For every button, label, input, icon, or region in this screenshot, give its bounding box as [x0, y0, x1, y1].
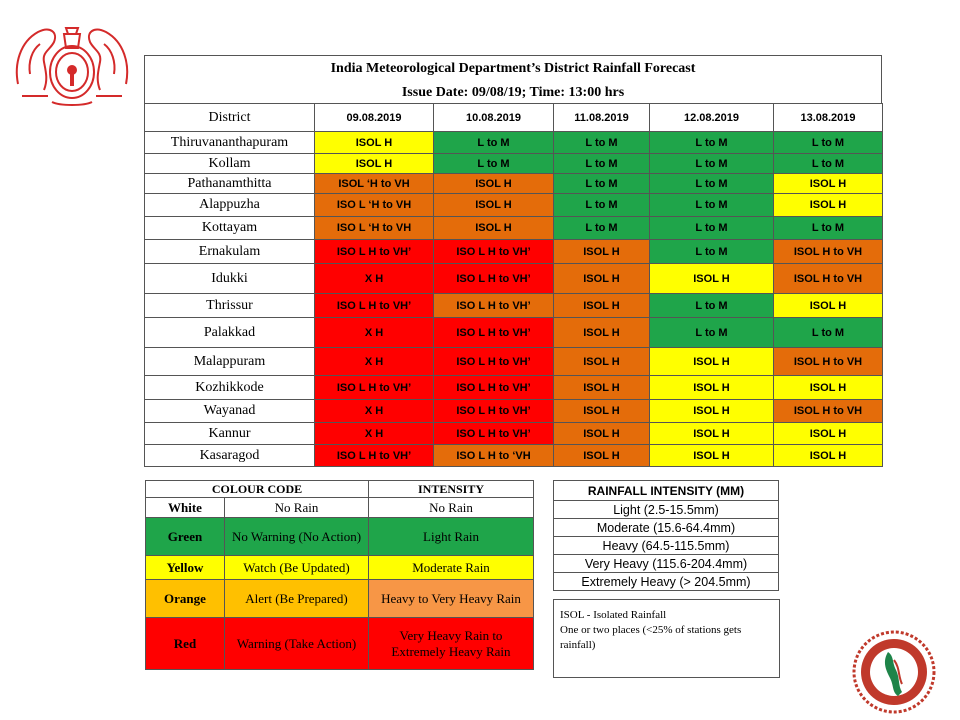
forecast-cell: ISOL H to VH — [774, 400, 883, 423]
forecast-cell: X H — [315, 264, 434, 294]
district-row — [145, 194, 883, 217]
district-row — [145, 376, 883, 400]
intensity-header: INTENSITY — [369, 481, 534, 498]
legend-row-red — [146, 618, 534, 670]
forecast-cell: ISO L H to VH’ — [434, 264, 554, 294]
colour-intensity: Moderate Rain — [369, 556, 534, 580]
district-row — [145, 318, 883, 348]
intensity-table-header: RAINFALL INTENSITY (MM) — [554, 481, 779, 501]
forecast-cell: ISOL H — [774, 174, 883, 194]
forecast-cell: X H — [315, 348, 434, 376]
legend-row-green — [146, 518, 534, 556]
forecast-cell: L to M — [650, 217, 774, 240]
district-row — [145, 264, 883, 294]
forecast-cell: ISOL H to VH — [774, 240, 883, 264]
colour-intensity: No Rain — [369, 498, 534, 518]
isol-note — [553, 599, 780, 678]
district-row — [145, 240, 883, 264]
date-column-header: 11.08.2019 — [554, 104, 650, 132]
forecast-cell: ISOL H — [554, 445, 650, 467]
forecast-cell: ISOL H — [650, 400, 774, 423]
forecast-cell: L to M — [554, 194, 650, 217]
date-column-header: 13.08.2019 — [774, 104, 883, 132]
forecast-cell: ISOL H — [434, 194, 554, 217]
forecast-cell: ISOL H — [554, 348, 650, 376]
colour-name: Orange — [146, 580, 225, 618]
forecast-cell: L to M — [650, 294, 774, 318]
date-column-header: 12.08.2019 — [650, 104, 774, 132]
disaster-management-logo — [852, 630, 936, 714]
district-forecast-table — [144, 103, 883, 467]
forecast-cell: ISOL H — [315, 132, 434, 154]
forecast-cell: ISOL H — [554, 240, 650, 264]
colour-name: Green — [146, 518, 225, 556]
district-row — [145, 132, 883, 154]
colour-meaning: No Warning (No Action) — [225, 518, 369, 556]
district-name: Wayanad — [145, 400, 315, 423]
legend-row-yellow — [146, 556, 534, 580]
forecast-cell: ISOL H — [774, 445, 883, 467]
forecast-cell: ISO L H to VH’ — [434, 348, 554, 376]
intensity-row: Light (2.5-15.5mm) — [554, 501, 779, 519]
district-name: Alappuzha — [145, 194, 315, 217]
forecast-cell: ISO L H to VH’ — [315, 445, 434, 467]
forecast-cell: ISO L H to VH’ — [434, 376, 554, 400]
colour-meaning: No Rain — [225, 498, 369, 518]
forecast-cell: ISOL H — [554, 400, 650, 423]
forecast-cell: ISO L H to VH’ — [434, 294, 554, 318]
forecast-cell: L to M — [650, 132, 774, 154]
district-row — [145, 217, 883, 240]
colour-intensity: Very Heavy Rain to Extremely Heavy Rain — [369, 618, 534, 670]
district-name: Thiruvananthapuram — [145, 132, 315, 154]
forecast-header — [144, 55, 882, 103]
colour-intensity: Light Rain — [369, 518, 534, 556]
colour-name: White — [146, 498, 225, 518]
forecast-cell: ISOL H — [315, 154, 434, 174]
forecast-cell: X H — [315, 423, 434, 445]
forecast-cell: L to M — [554, 132, 650, 154]
forecast-cell: L to M — [554, 217, 650, 240]
district-column-header: District — [145, 104, 315, 132]
forecast-cell: ISOL H — [554, 318, 650, 348]
issue-date: Issue Date: 09/08/19; Time: 13:00 hrs — [401, 85, 625, 100]
forecast-cell: ISO L H to VH’ — [434, 240, 554, 264]
district-name: Palakkad — [145, 318, 315, 348]
colour-name: Red — [146, 618, 225, 670]
forecast-cell: ISOL H — [774, 376, 883, 400]
forecast-cell: L to M — [434, 154, 554, 174]
forecast-cell: ISO L ‘H to VH — [315, 194, 434, 217]
forecast-cell: X H — [315, 400, 434, 423]
district-row — [145, 400, 883, 423]
forecast-cell: ISOL ‘H to VH — [315, 174, 434, 194]
forecast-cell: ISOL H — [650, 264, 774, 294]
district-name: Ernakulam — [145, 240, 315, 264]
forecast-cell: ISO L H to VH’ — [434, 318, 554, 348]
isol-note-line: ISOL - Isolated Rainfall — [560, 609, 667, 621]
forecast-title: India Meteorological Department’s District Rainfall Forecast — [330, 61, 696, 76]
forecast-cell: L to M — [650, 194, 774, 217]
intensity-row: Extremely Heavy (> 204.5mm) — [554, 573, 779, 591]
district-name: Kollam — [145, 154, 315, 174]
forecast-cell: ISOL H — [650, 445, 774, 467]
district-row — [145, 174, 883, 194]
forecast-cell: L to M — [650, 174, 774, 194]
forecast-cell: ISOL H — [650, 348, 774, 376]
forecast-cell: ISO L H to VH’ — [315, 376, 434, 400]
colour-code-legend — [145, 480, 534, 670]
colour-intensity: Heavy to Very Heavy Rain — [369, 580, 534, 618]
date-column-header: 10.08.2019 — [434, 104, 554, 132]
district-name: Kasaragod — [145, 445, 315, 467]
forecast-cell: ISO L H to VH’ — [434, 423, 554, 445]
district-name: Thrissur — [145, 294, 315, 318]
forecast-header-row — [145, 104, 883, 132]
forecast-cell: ISOL H — [434, 217, 554, 240]
forecast-cell: ISOL H — [554, 423, 650, 445]
forecast-cell: ISOL H — [554, 294, 650, 318]
district-name: Kozhikkode — [145, 376, 315, 400]
district-name: Malappuram — [145, 348, 315, 376]
isol-note-line: One or two places (<25% of stations gets — [560, 624, 742, 636]
forecast-cell: ISO L H to VH’ — [315, 240, 434, 264]
forecast-cell: L to M — [554, 154, 650, 174]
forecast-cell: L to M — [650, 318, 774, 348]
forecast-cell: ISOL H — [774, 194, 883, 217]
forecast-cell: L to M — [650, 154, 774, 174]
forecast-cell: ISOL H to VH — [774, 348, 883, 376]
intensity-row: Very Heavy (115.6-204.4mm) — [554, 555, 779, 573]
district-name: Kannur — [145, 423, 315, 445]
forecast-cell: ISOL H — [554, 376, 650, 400]
forecast-cell: ISO L H to ‘VH — [434, 445, 554, 467]
forecast-cell: ISOL H — [774, 294, 883, 318]
forecast-cell: ISOL H — [434, 174, 554, 194]
forecast-cell: ISO L H to VH’ — [434, 400, 554, 423]
forecast-cell: L to M — [650, 240, 774, 264]
forecast-cell: L to M — [434, 132, 554, 154]
kerala-emblem-logo — [8, 14, 136, 110]
colour-meaning: Warning (Take Action) — [225, 618, 369, 670]
forecast-cell: L to M — [774, 132, 883, 154]
intensity-row: Moderate (15.6-64.4mm) — [554, 519, 779, 537]
forecast-cell: ISO L ‘H to VH — [315, 217, 434, 240]
district-row — [145, 154, 883, 174]
forecast-cell: L to M — [774, 217, 883, 240]
colour-name: Yellow — [146, 556, 225, 580]
legend-row-orange — [146, 580, 534, 618]
intensity-row: Heavy (64.5-115.5mm) — [554, 537, 779, 555]
district-row — [145, 423, 883, 445]
district-row — [145, 445, 883, 467]
forecast-cell: ISOL H — [650, 423, 774, 445]
forecast-cell: ISO L H to VH’ — [315, 294, 434, 318]
district-row — [145, 294, 883, 318]
forecast-cell: X H — [315, 318, 434, 348]
colour-code-header: COLOUR CODE — [146, 481, 369, 498]
district-name: Pathanamthitta — [145, 174, 315, 194]
forecast-cell: L to M — [774, 318, 883, 348]
colour-meaning: Watch (Be Updated) — [225, 556, 369, 580]
forecast-cell: L to M — [774, 154, 883, 174]
colour-meaning: Alert (Be Prepared) — [225, 580, 369, 618]
forecast-cell: ISOL H — [774, 423, 883, 445]
forecast-cell: L to M — [554, 174, 650, 194]
forecast-cell: ISOL H to VH — [774, 264, 883, 294]
district-row — [145, 348, 883, 376]
rainfall-intensity-table — [553, 480, 779, 591]
district-name: Idukki — [145, 264, 315, 294]
date-column-header: 09.08.2019 — [315, 104, 434, 132]
legend-row-white — [146, 498, 534, 518]
forecast-cell: ISOL H — [650, 376, 774, 400]
district-name: Kottayam — [145, 217, 315, 240]
isol-note-line: rainfall) — [560, 639, 596, 651]
forecast-cell: ISOL H — [554, 264, 650, 294]
